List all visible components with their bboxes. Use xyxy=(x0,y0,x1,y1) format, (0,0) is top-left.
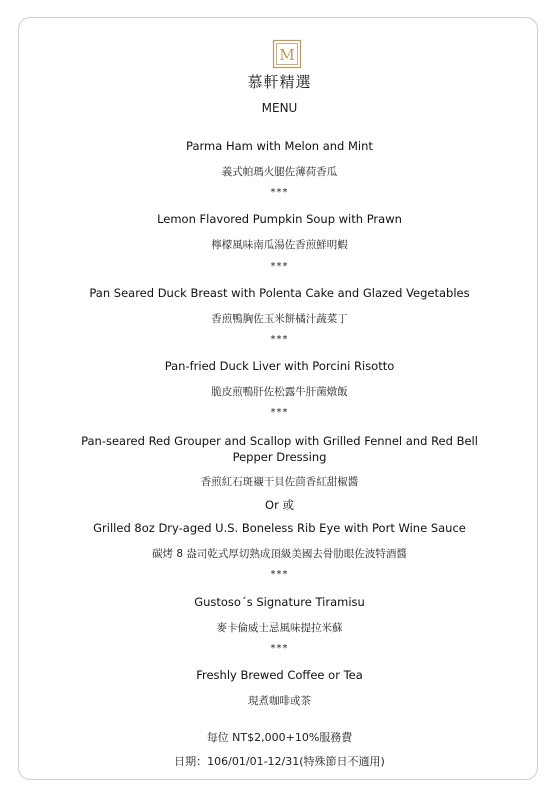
price-info: 每位 NT$2,000+10%服務費 xyxy=(206,731,353,744)
or-divider: Or 或 xyxy=(265,498,294,512)
course-7-english: Gustoso´s Signature Tiramisu xyxy=(194,595,365,609)
course-separator: *** xyxy=(270,187,289,198)
course-4-english: Pan-fried Duck Liver with Porcini Risotto xyxy=(164,359,395,373)
course-2-chinese: 檸檬風味南瓜湯佐香煎鮮明蝦 xyxy=(211,239,348,251)
course-separator: *** xyxy=(270,569,289,580)
course-1-english: Parma Ham with Melon and Mint xyxy=(186,139,373,153)
restaurant-logo xyxy=(272,39,302,69)
course-5-chinese: 香煎紅石斑襯干貝佐茴香紅甜椒醬 xyxy=(200,476,359,488)
date-info: 日期：106/01/01-12/31(特殊節日不適用) xyxy=(174,755,385,768)
course-3-english: Pan Seared Duck Breast with Polenta Cake and Glazed Vegetables xyxy=(89,286,470,300)
course-8-chinese: 現煮咖啡或茶 xyxy=(248,695,311,707)
course-2-english: Lemon Flavored Pumpkin Soup with Prawn xyxy=(157,212,402,226)
course-4-chinese: 脆皮煎鴨肝佐松露牛肝菌燉飯 xyxy=(211,386,348,398)
course-5-english: Pan-seared Red Grouper and Scallop with Grilled Fennel and Red Bell Pepper Dressing xyxy=(81,434,478,464)
course-6-chinese: 碳烤 8 盎司乾式厚切熟成頂級美國去骨肋眼佐波特酒醬 xyxy=(152,548,407,560)
svg-text:M: M xyxy=(279,46,295,64)
course-separator: *** xyxy=(270,334,289,345)
course-1-chinese: 義式帕瑪火腿佐薄荷香瓜 xyxy=(221,166,338,178)
brand-name: 慕軒精選 xyxy=(247,73,312,91)
course-separator: *** xyxy=(270,407,289,418)
course-3-chinese: 香煎鴨胸佐玉米餅橘汁蔬菜丁 xyxy=(211,313,348,325)
course-6-english: Grilled 8oz Dry-aged U.S. Boneless Rib Eye with Port Wine Sauce xyxy=(93,521,466,535)
menu-title: MENU xyxy=(261,101,298,115)
course-separator: *** xyxy=(270,643,289,654)
course-separator: *** xyxy=(270,261,289,272)
course-8-english: Freshly Brewed Coffee or Tea xyxy=(196,668,363,682)
course-7-chinese: 麥卡倫威士忌風味提拉米蘇 xyxy=(216,622,343,634)
